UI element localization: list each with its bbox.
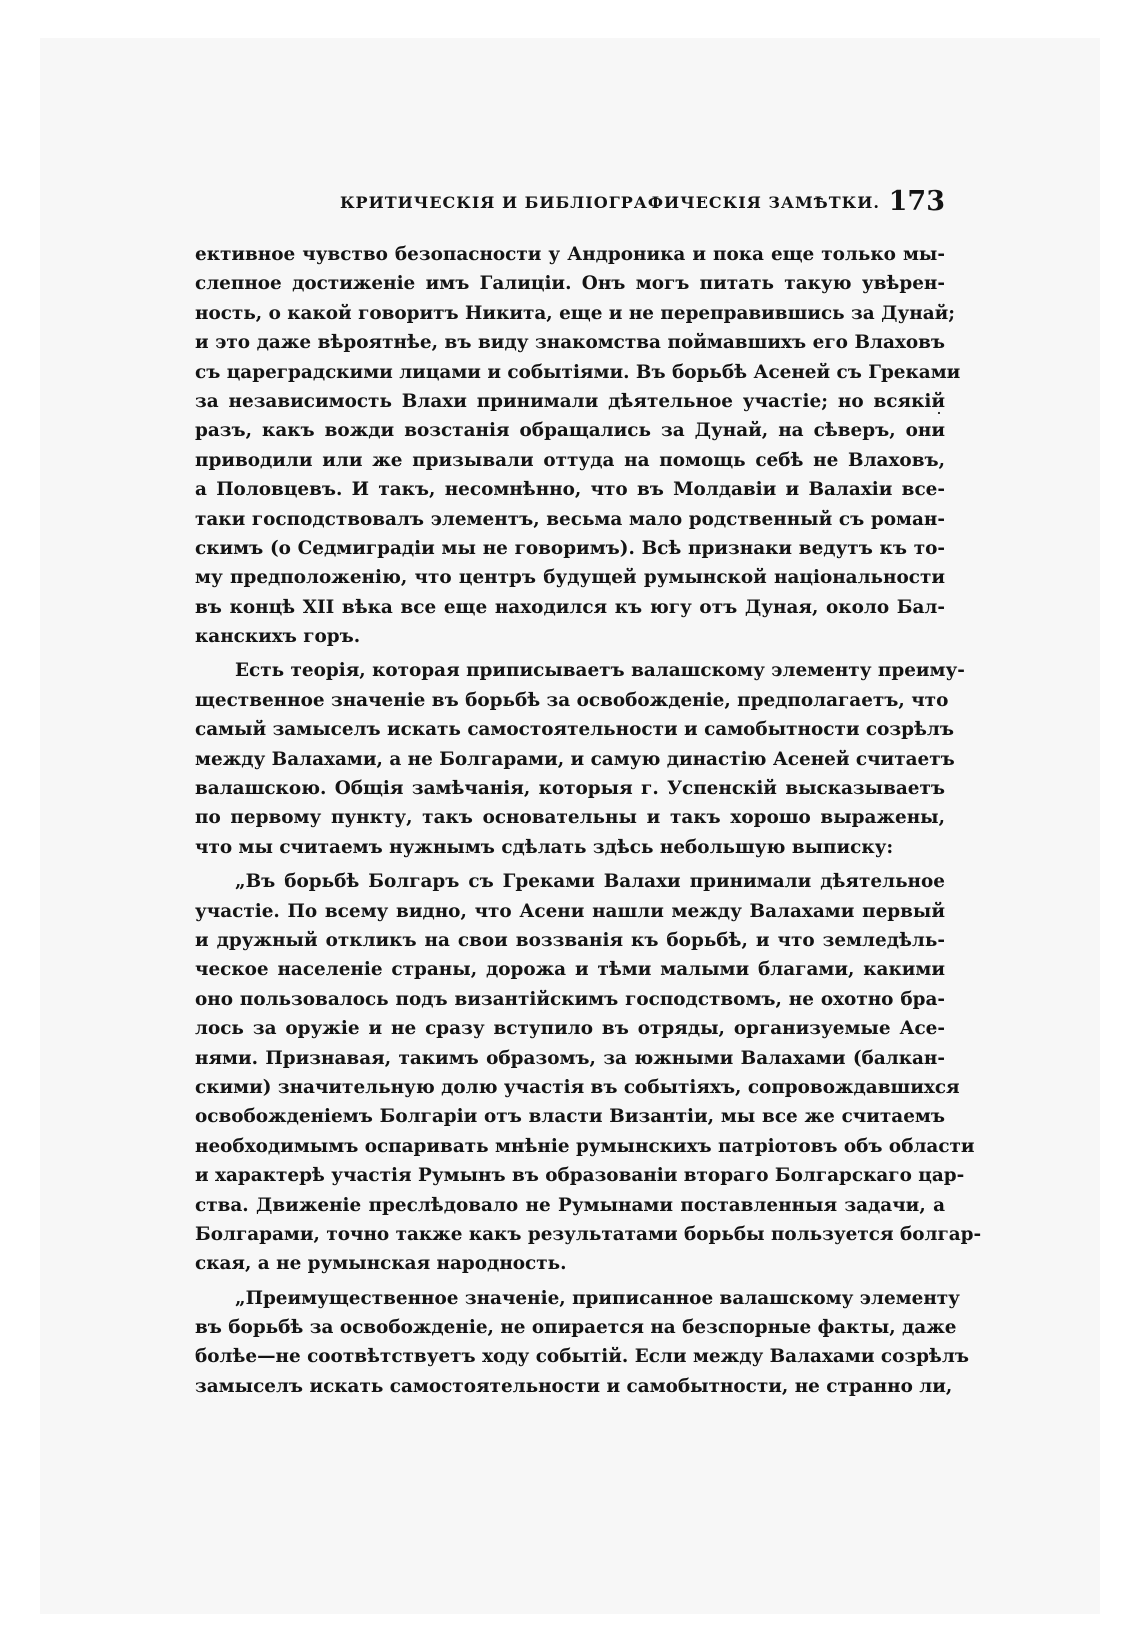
running-head [195, 188, 945, 218]
text-line: ства. Движеніе преслѣдовало не Румынами поставленныя задачи, а [195, 1194, 945, 1216]
text-line: по первому пункту, такъ основательны и такъ хорошо выражены, [195, 807, 945, 829]
text-line: приводили или же призывали оттуда на помощь себѣ не Влаховъ, [195, 449, 945, 471]
text-line: му предположенію, что центръ будущей румынской національности [195, 567, 945, 589]
text-line: ность, о какой говоритъ Никита, еще и не переправившись за Дунай; [195, 302, 956, 324]
body-text [195, 240, 982, 1401]
text-line: разъ, какъ вожди возстанія обращались за Дунай, на сѣверъ, они [195, 420, 945, 442]
page-number: 173 [888, 186, 945, 217]
text-line: слепное достиженіе имъ Галиціи. Онъ могъ питать такую увѣрен- [195, 273, 945, 295]
text-line: болѣе—не соотвѣтствуетъ ходу событій. Если между Валахами созрѣлъ [195, 1346, 969, 1368]
text-line: Есть теорія, которая приписываетъ валашскому элементу преиму- [235, 660, 965, 682]
text-line: оно пользовалось подъ византійскимъ господствомъ, не охотно бра- [195, 988, 945, 1010]
text-line: и характерѣ участія Румынъ въ образованіи втораго Болгарскаго цар- [195, 1165, 965, 1187]
text-line: „Преимущественное значеніе, приписанное валашскому элементу [235, 1287, 960, 1309]
text-line: нями. Признавая, такимъ образомъ, за южными Валахами (балкан- [195, 1047, 945, 1069]
text-line: и это даже вѣроятнѣе, въ виду знакомства поймавшихъ его Влаховъ [195, 332, 945, 354]
text-line: въ концѣ XII вѣка все еще находился къ югу отъ Дуная, около Бал- [195, 596, 945, 618]
text-line: валашскою. Общія замѣчанія, которыя г. Успенскій высказываетъ [195, 778, 945, 800]
text-line: замыселъ искать самостоятельности и самобытности, не странно ли, [195, 1375, 953, 1397]
text-line: „Въ борьбѣ Болгаръ съ Греками Валахи принимали дѣятельное [235, 871, 945, 893]
running-title: КРИТИЧЕСКІЯ И БИБЛІОГРАФИЧЕСКІЯ ЗАМѢТКИ. [340, 193, 880, 212]
text-line: а Половцевъ. И такъ, несомнѣнно, что въ Молдавіи и Валахіи все- [195, 479, 945, 501]
text-line: самый замыселъ искать самостоятельности и самобытности созрѣлъ [195, 719, 954, 741]
text-line: лось за оружіе и не сразу вступило въ отряды, организуемые Асе- [195, 1018, 945, 1040]
paragraph [195, 1284, 969, 1402]
text-line: между Валахами, а не Болгарами, и самую династію Асеней считаетъ [195, 748, 955, 770]
paragraph [195, 656, 965, 862]
text-line: и дружный откликъ на свои воззванія къ борьбѣ, и что земледѣль- [195, 929, 945, 951]
text-line: необходимымъ оспаривать мнѣніе румынскихъ патріотовъ объ области [195, 1135, 975, 1157]
text-line: участіе. По всему видно, что Асени нашли между Валахами первый [195, 900, 945, 922]
text-line: таки господствовалъ элементъ, весьма мало родственный съ роман- [195, 508, 945, 530]
text-line: ективное чувство безопасности у Андроника и пока еще только мы- [195, 244, 945, 265]
text-line: что мы считаемъ нужнымъ сдѣлать здѣсь небольшую выписку: [195, 836, 894, 858]
text-line: скими) значительную долю участія въ событіяхъ, сопровождавшихся [195, 1076, 960, 1098]
text-line: за независимость Влахи принимали дѣятельное участіе; но всякій [195, 390, 945, 412]
text-line: щественное значеніе въ борьбѣ за освобожденіе, предполагаетъ, что [195, 689, 949, 711]
text-line: канскихъ горъ. [195, 626, 361, 648]
text-line: Болгарами, точно также какъ результатами борьбы пользуется болгар- [195, 1223, 982, 1245]
paragraph [195, 240, 961, 651]
text-line: освобожденіемъ Болгаріи отъ власти Византіи, мы все же считаемъ [195, 1106, 945, 1128]
paragraph [195, 867, 982, 1278]
text-line: скимъ (о Седмиградіи мы не говоримъ). Всѣ признаки ведутъ къ то- [195, 537, 945, 559]
text-line: въ борьбѣ за освобожденіе, не опирается на безспорные факты, даже [195, 1317, 957, 1339]
text-line: ская, а не румынская народность. [195, 1253, 567, 1275]
text-line: ческое населеніе страны, дорожа и тѣми малыми благами, какими [195, 959, 945, 981]
text-line: съ цареградскими лицами и событіями. Въ борьбѣ Асеней съ Греками [195, 361, 961, 383]
